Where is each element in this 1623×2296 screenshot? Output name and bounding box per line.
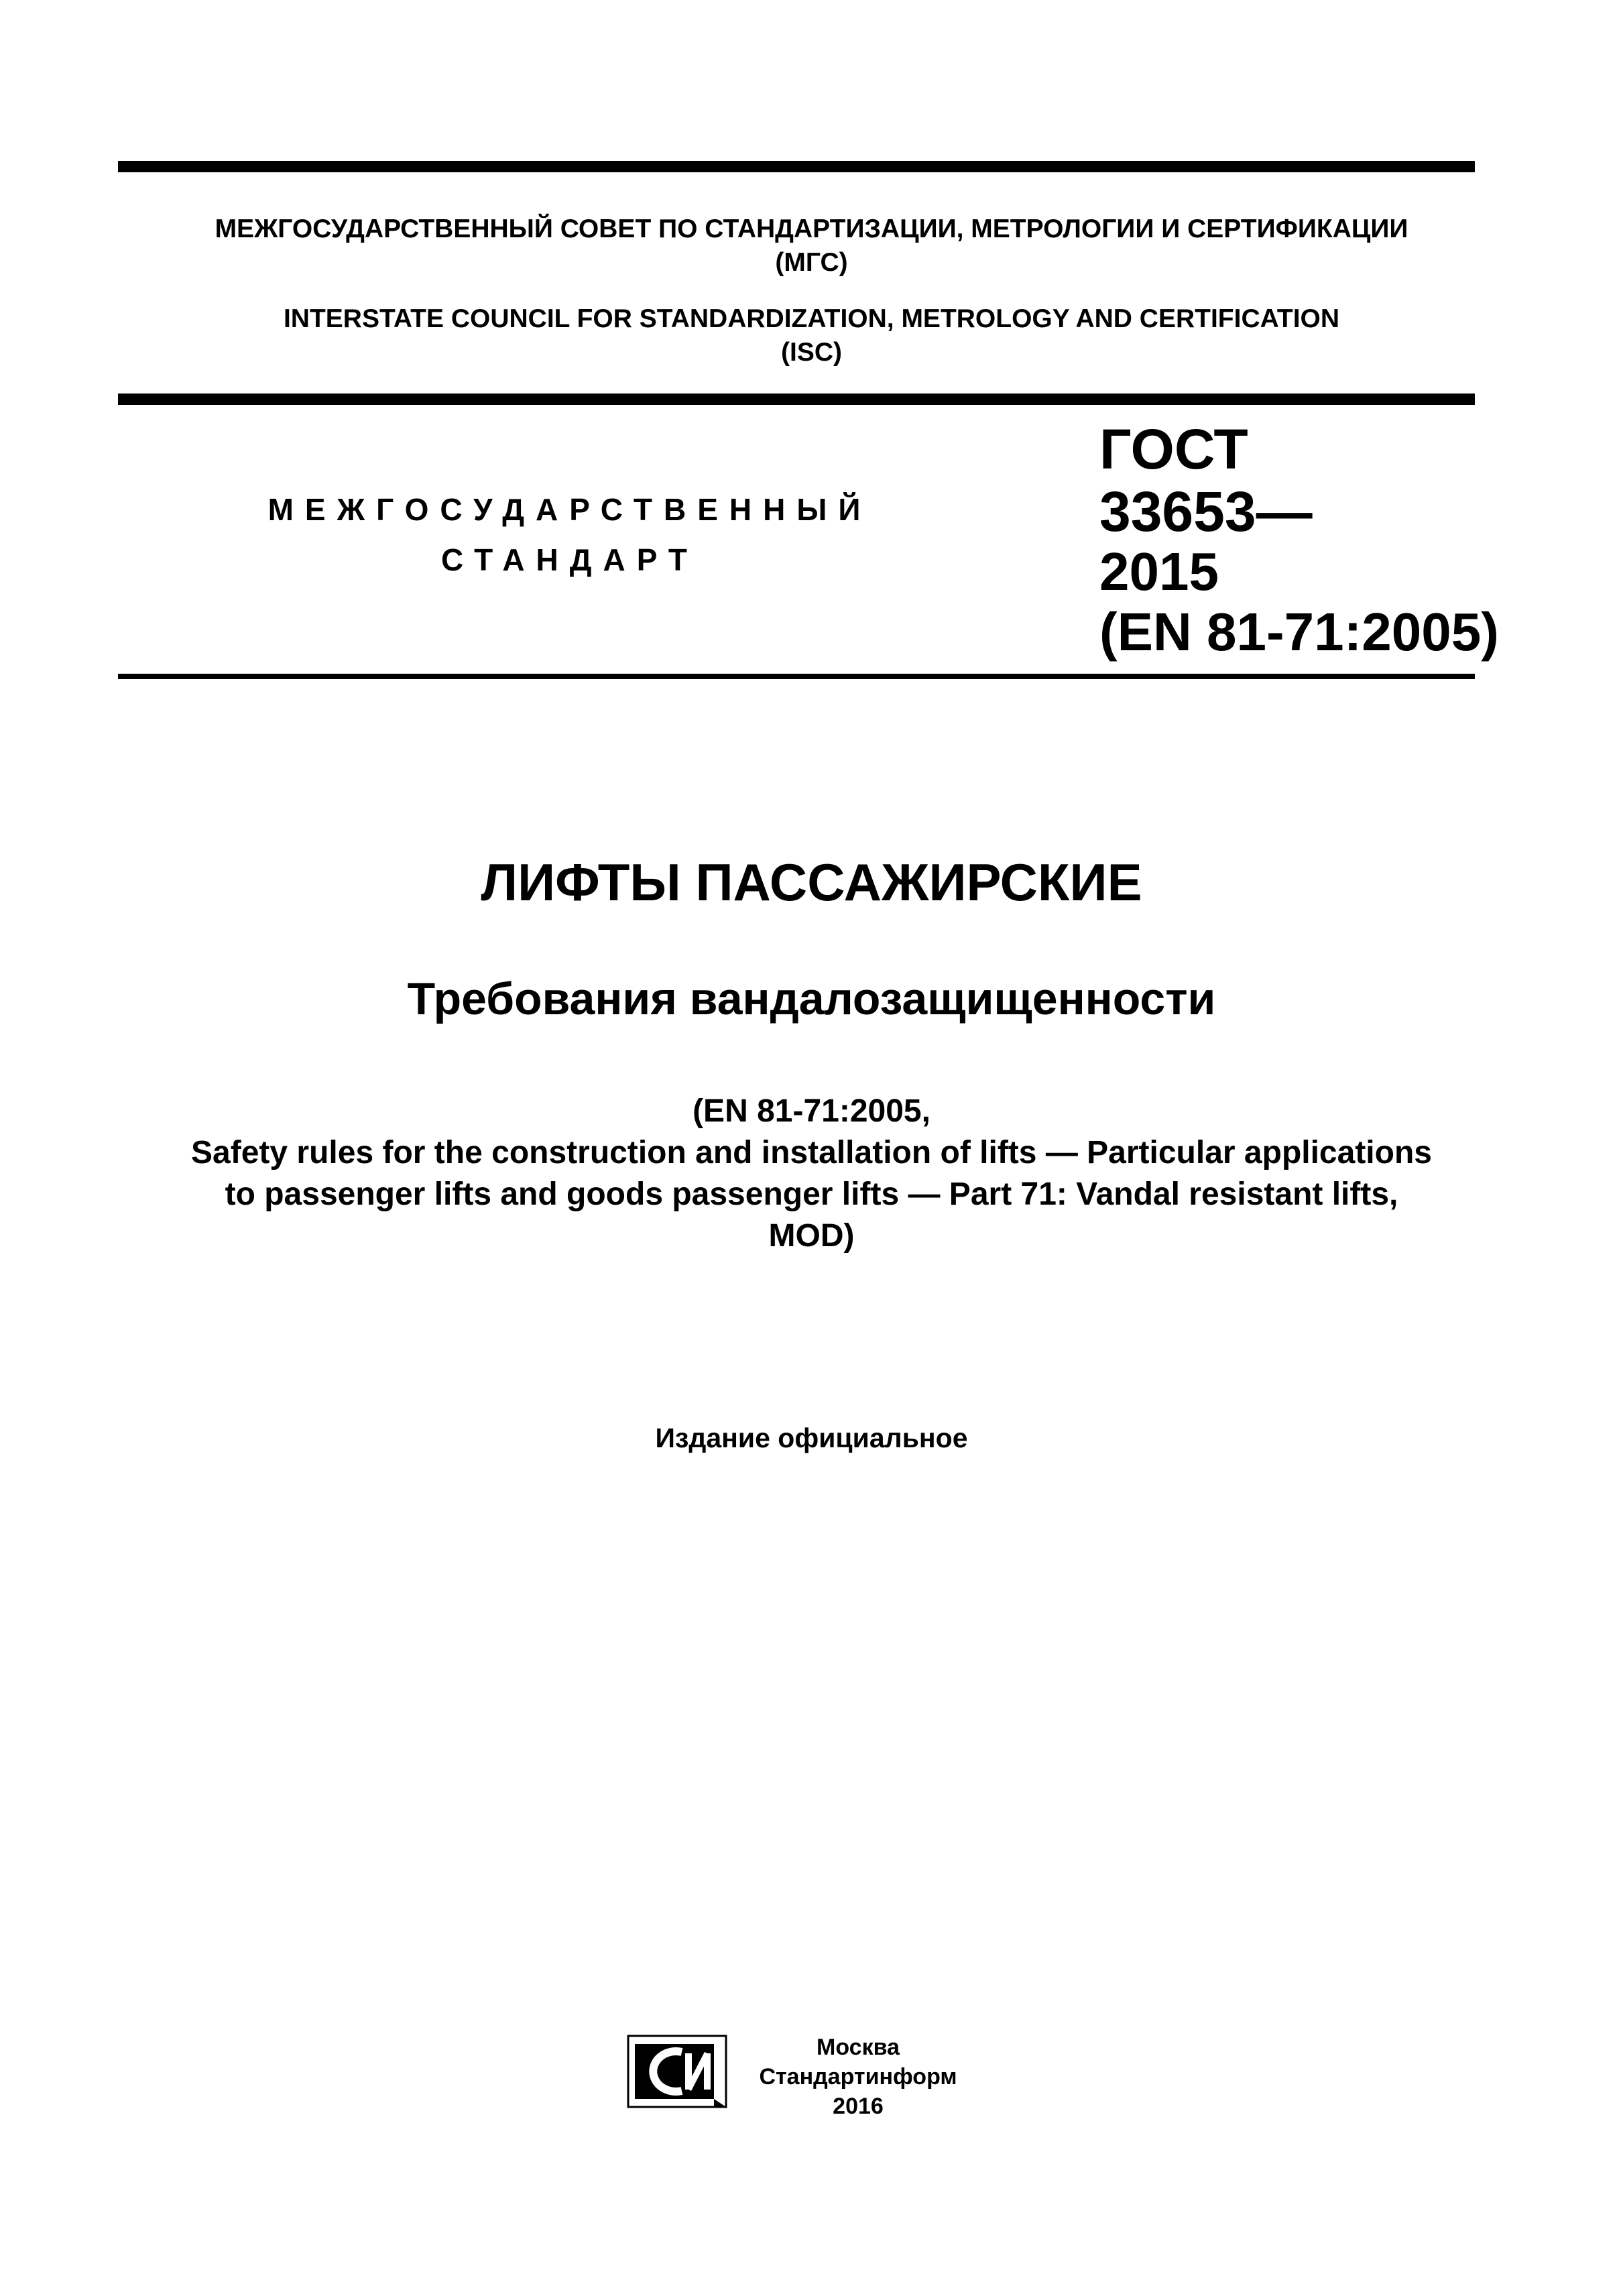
en-reference-line: Safety rules for the construction and installation of lifts — Particular applications [191, 1135, 1432, 1170]
council-abbr-ru: (МГС) [775, 248, 848, 277]
council-name-en: INTERSTATE COUNCIL FOR STANDARDIZATION, METROLOGY AND CERTIFICATION [283, 304, 1340, 333]
publisher-city: Москва [817, 2035, 900, 2060]
gost-designation-line1: ГОСТ [1099, 418, 1248, 481]
standartinform-logo-icon [627, 2035, 727, 2108]
en-reference-line: MOD) [768, 1218, 855, 1254]
en-reference-line: (EN 81-71:2005, [693, 1093, 930, 1129]
publisher-name: Стандартинформ [759, 2064, 957, 2090]
standard-label-line2: СТАНДАРТ [441, 542, 699, 577]
middle-rule [118, 394, 1475, 405]
en-reference-line: to passenger lifts and goods passenger lifts — Part 71: Vandal resistant lifts, [225, 1176, 1398, 1212]
council-abbr-en: (ISC) [781, 338, 842, 367]
document-title: ЛИФТЫ ПАССАЖИРСКИЕ [481, 853, 1142, 912]
document-subtitle: Требования вандалозащищенности [407, 973, 1216, 1024]
council-name-ru: МЕЖГОСУДАРСТВЕННЫЙ СОВЕТ ПО СТАНДАРТИЗАЦИИ, МЕТРОЛОГИИ И СЕРТИФИКАЦИИ [215, 215, 1408, 243]
gost-designation-line3: 2015 [1099, 542, 1219, 601]
top-rule [118, 161, 1475, 172]
gost-designation-line4: (EN 81-71:2005) [1099, 602, 1499, 662]
edition-label: Издание официальное [655, 1423, 968, 1453]
gost-designation-line2: 33653— [1099, 480, 1313, 543]
standard-label-line1: МЕЖГОСУДАРСТВЕННЫЙ [267, 492, 872, 527]
publication-year: 2016 [833, 2094, 884, 2119]
lower-rule [118, 674, 1475, 679]
